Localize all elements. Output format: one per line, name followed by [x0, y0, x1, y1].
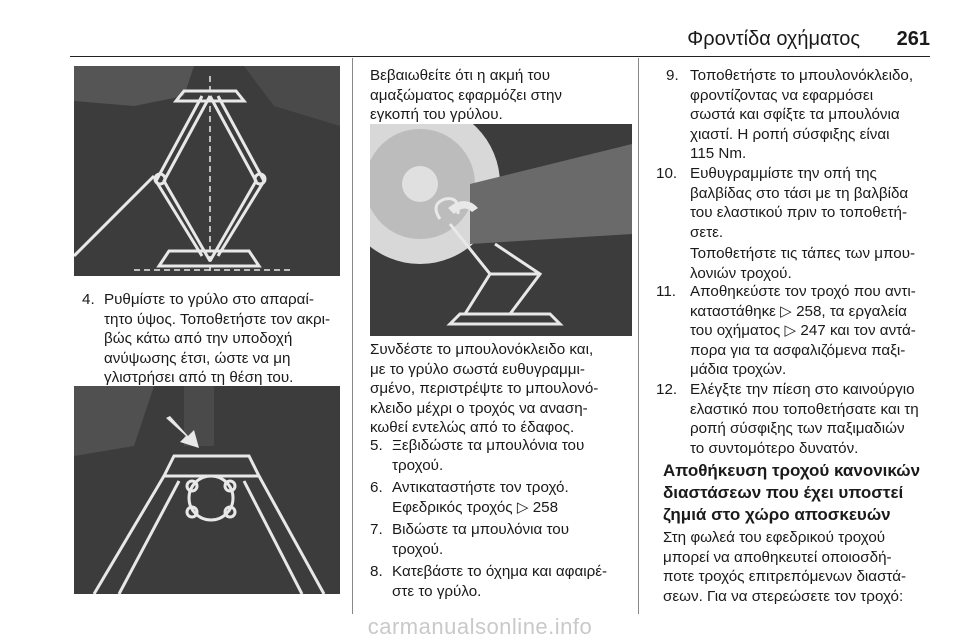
step-line: μάδια τροχών. — [690, 361, 787, 378]
step-12 — [656, 380, 932, 460]
step-number: 6. — [370, 479, 383, 496]
step-number: 12. — [656, 381, 678, 398]
step-line: σετε. — [690, 223, 724, 241]
jack-notch-note — [370, 66, 630, 125]
text-line: εγκοπή του γρύλου. — [370, 106, 503, 123]
step-line: Κατεβάστε το όχημα και αφαιρέ- — [392, 563, 608, 580]
text-line: λονιών τροχού. — [690, 264, 792, 282]
step-line: γλιστρήσει από τη θέση του. — [104, 369, 294, 386]
step-line: 115 Nm. — [690, 145, 747, 162]
step-6 — [370, 478, 632, 518]
text-line: ποτε τροχός επιτρεπόμενων διαστά- — [663, 568, 907, 585]
text-line: κλειδο μέχρι ο τροχός να αναση- — [370, 399, 588, 417]
jack-illustration-3 — [370, 124, 632, 336]
step-number: 8. — [370, 563, 383, 580]
header-rule — [70, 56, 930, 57]
step-line: φροντίζοντας να εφαρμόσει — [690, 86, 874, 104]
step-line: τητο ύψος. Τοποθετήστε τον ακρι- — [104, 310, 331, 328]
jack-figure-2 — [74, 386, 340, 594]
text-line: μπορεί να αποθηκευτεί οποιοσδή- — [663, 548, 892, 566]
step-line: Ξεβιδώστε τα μπουλόνια του — [392, 437, 585, 454]
text-line: Στη φωλεά του εφεδρικού τροχού — [663, 529, 886, 546]
step-11 — [656, 282, 932, 382]
column-divider-2 — [638, 58, 639, 614]
jack-figure-3 — [370, 124, 632, 336]
step-line: σωστά και σφίξτε τα μπουλόνια — [690, 106, 900, 123]
step-10 — [656, 164, 932, 244]
step-line: Ευθυγραμμίστε την οπή της — [690, 165, 877, 182]
text-line: Συνδέστε το μπουλονόκλειδο και, — [370, 341, 594, 358]
step-line: Τοποθετήστε το μπουλονόκλειδο, — [690, 67, 914, 84]
step-line: ροπή σύσφιξης των παξιμαδιών — [690, 420, 905, 437]
step-line: βώς κάτω από την υποδοχή — [104, 330, 293, 347]
text-line: Τοποθετήστε τις τάπες των μπου- — [690, 245, 916, 262]
step-line: Ρυθμίστε το γρύλο στο απαραί- — [104, 291, 314, 308]
text-line: με το γρύλο σωστά ευθυγραμμι- — [370, 360, 585, 378]
step-line: το συντομότερο δυνατόν. — [690, 439, 859, 457]
heading-line: ζημιά στο χώρο αποσκευών — [663, 505, 891, 524]
step-line: Ελέγξτε την πίεση στο καινούργιο — [690, 381, 915, 398]
section-title: Φροντίδα οχήματος — [687, 28, 860, 50]
step-4 — [82, 290, 344, 390]
step-number: 4. — [82, 291, 95, 308]
step-7 — [370, 520, 632, 560]
step-line: βαλβίδας στο τάσι με τη βαλβίδα — [690, 184, 909, 202]
jack-figure-1 — [74, 66, 340, 276]
page-number: 261 — [896, 28, 930, 50]
text-line: αμαξώματος εφαρμόζει στην — [370, 86, 562, 104]
step-number: 7. — [370, 521, 383, 538]
text-line: σεων. Για να στερεώσετε τον τροχό: — [663, 587, 904, 605]
spare-wheel-link[interactable]: Εφεδρικός τροχός ▷ 258 — [392, 498, 559, 516]
page-header — [70, 0, 930, 56]
vehicle-tools-ref-link[interactable]: του οχήματος ▷ 247 και τον αντά- — [690, 322, 916, 339]
jack-illustration-2 — [74, 386, 340, 594]
step-number: 9. — [666, 67, 679, 84]
step-line: χιαστί. Η ροπή σύσφιξης είναι — [690, 125, 890, 143]
text-line: Βεβαιωθείτε ότι η ακμή του — [370, 67, 551, 84]
step-line: τροχού. — [392, 456, 444, 474]
step-line: τροχού. — [392, 540, 444, 558]
step-number: 10. — [656, 165, 678, 182]
step-line: Βιδώστε τα μπουλόνια του — [392, 521, 570, 538]
jack-illustration-1 — [74, 66, 340, 276]
text-line: σμένο, περιστρέψτε το μπουλονό- — [370, 380, 599, 397]
step-line: Αποθηκεύστε τον τροχό που αντι- — [690, 283, 916, 300]
spare-wheel-ref-link[interactable]: καταστάθηκε ▷ 258, τα εργαλεία — [690, 302, 907, 320]
step-8 — [370, 562, 632, 602]
step-line: στε το γρύλο. — [392, 582, 482, 600]
column-divider-1 — [352, 58, 353, 614]
step-9 — [656, 66, 932, 166]
step-number: 11. — [656, 283, 676, 300]
wrench-paragraph — [370, 340, 632, 438]
step-line: πορα για τα ασφαλιζόμενα παξι- — [690, 341, 906, 359]
step-line: Αντικαταστήστε τον τροχό. — [392, 479, 569, 496]
heading-line: διαστάσεων που έχει υποστεί — [663, 483, 904, 502]
step-line: ανύψωσης έτσι, ώστε να μη — [104, 349, 291, 367]
step-line: του ελαστικού πριν το τοποθετή- — [690, 204, 907, 221]
storage-paragraph — [663, 528, 933, 606]
step-number: 5. — [370, 437, 383, 454]
section-heading — [663, 460, 933, 526]
watermark: carmanualsonline.info — [367, 614, 593, 639]
heading-line: Αποθήκευση τροχού κανονικών — [663, 461, 921, 480]
step-10-note — [690, 244, 932, 283]
step-5 — [370, 436, 632, 476]
text-line: κωθεί εντελώς από το έδαφος. — [370, 419, 575, 436]
step-line: ελαστικό που τοποθετήσατε και τη — [690, 400, 919, 418]
